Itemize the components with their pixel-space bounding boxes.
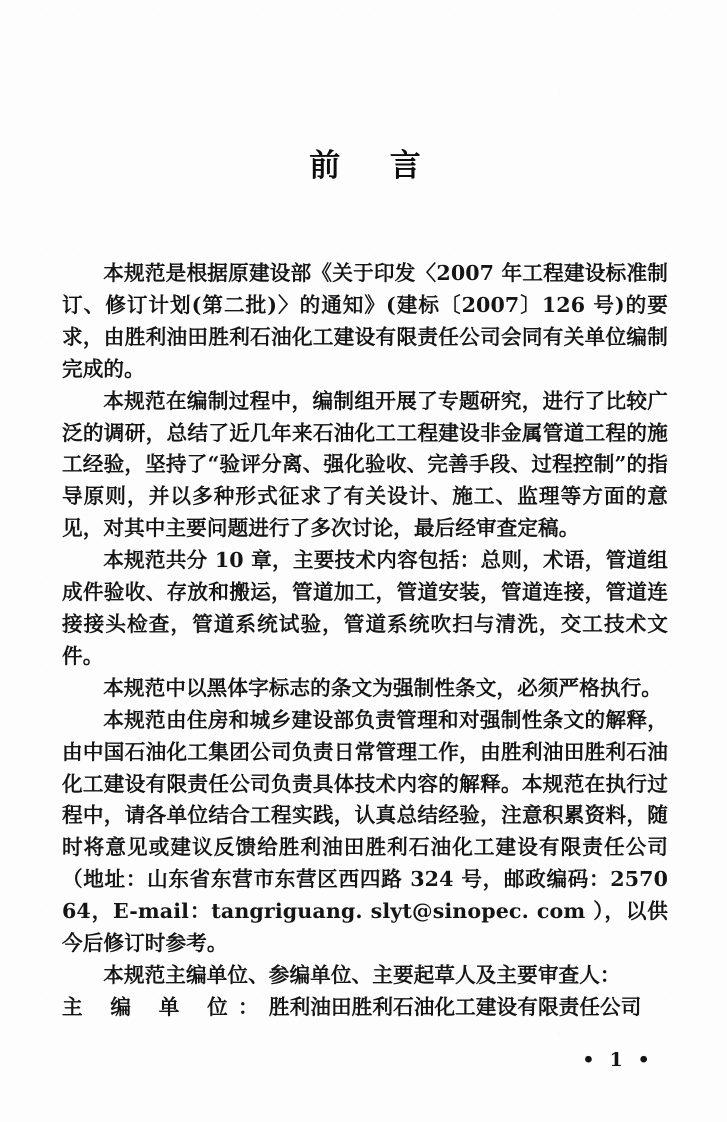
page-number: • 1 • [582, 1049, 654, 1071]
paragraph-3: 本规范共分 10 章，主要技术内容包括：总则，术语，管道组成件验收、存放和搬运，管道加工，管道安装，管道连接，管道连接接头检查，管道系统试验，管道系统吹扫与清洗，交工技术文件。 [62, 548, 668, 668]
paragraph-2: 本规范在编制过程中，编制组开展了专题研究，进行了比较广泛的调研，总结了近几年来石油化工工程建设非金属管道工程的施工经验，坚持了“验评分离、强化验收、完善手段、过程控制”的指导原则，并以多种形式征求了有关设计、施工、监理等方面的意见，对其中主要问题进行了多次讨论，最后经审查定稿。 [62, 388, 668, 541]
lead-organization-label: 主 编 单 位： [62, 994, 269, 1019]
paragraph-5: 本规范由住房和城乡建设部负责管理和对强制性条文的解释，由中国石油化工集团公司负责日常管理工作，由胜利油田胜利石油化工建设有限责任公司负责具体技术内容的解释。本规范在执行过程中，请各单位结合工程实践，认真总结经验，注意积累资料，随时将意见或建议反馈给胜利油田胜利石油化工建设有限责任公司（地址：山东省东营市东营区西四路 324 号，邮政编码：257064，E-mail：tangriguang. slyt@sinopec. com ），以供今后修订时参考。 [62, 707, 668, 956]
lead-organization-line [62, 992, 668, 1024]
page-content [62, 0, 668, 1122]
lead-organization-value: 胜利油田胜利石油化工建设有限责任公司 [268, 994, 642, 1019]
paragraph-6: 本规范主编单位、参编单位、主要起草人及主要审查人： [103, 962, 621, 987]
paragraph-1: 本规范是根据原建设部《关于印发〈2007 年工程建设标准制订、修订计划(第二批)〉的通知》(建标〔2007〕126 号)的要求，由胜利油田胜利石油化工建设有限责任公司会同有关单位编制完成的。 [62, 261, 668, 381]
page-title: 前 言 [309, 148, 431, 184]
paragraph-4: 本规范中以黑体字标志的条文为强制性条文，必须严格执行。 [103, 675, 662, 700]
body-text-block [62, 258, 668, 1024]
